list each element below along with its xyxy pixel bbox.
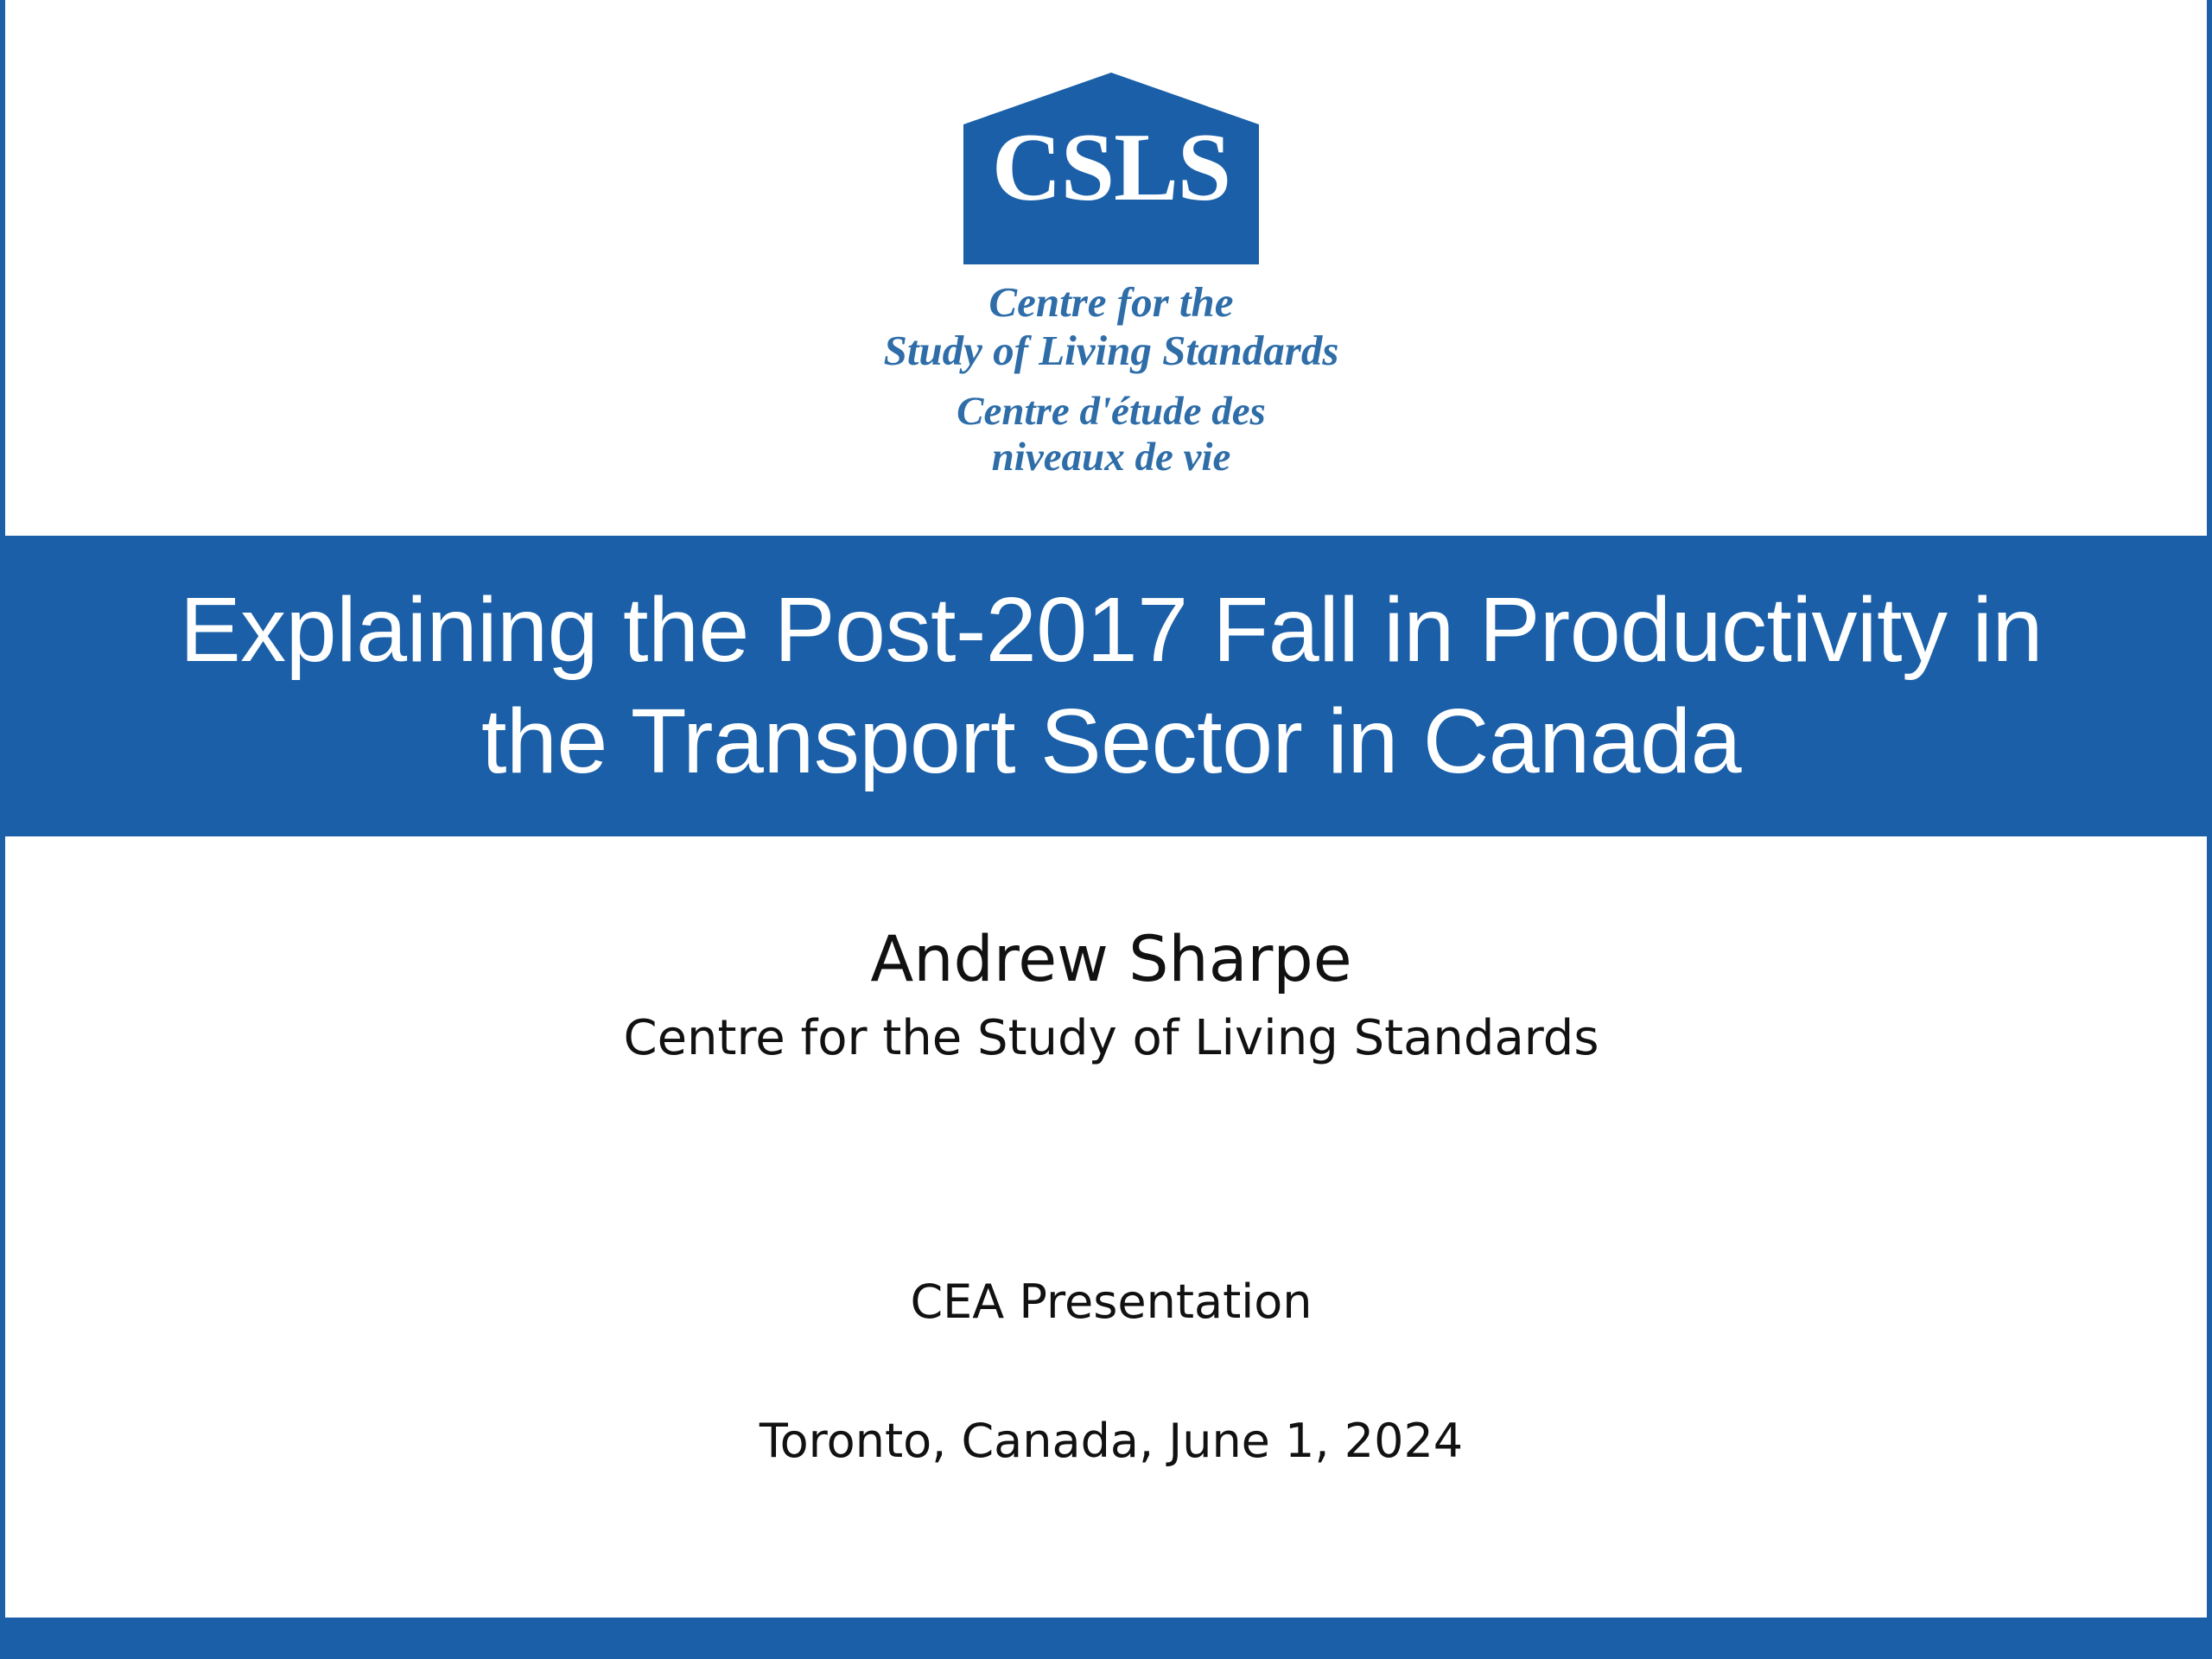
csls-name-en-line2: Study of Living Standards [883,326,1339,374]
csls-name-fr-line2: niveaux de vie [991,435,1231,480]
page-title: Explaining the Post-2017 Fall in Productivity in the Transport Sector in Canada [179,578,2044,792]
csls-name-en-line1: Centre for the [988,278,1234,326]
csls-logo [5,69,2212,481]
footer-bar [5,1618,2212,1659]
event-block [5,1274,2212,1470]
author-affiliation: Centre for the Study of Living Standards [623,1010,1599,1067]
event-name: CEA Presentation [910,1274,1313,1329]
event-location-date: Toronto, Canada, June 1, 2024 [759,1413,1464,1468]
author-block [5,923,2212,1067]
title-banner [5,536,2212,836]
csls-name-fr-line1: Centre d'étude des [957,388,1266,434]
author-name: Andrew Sharpe [870,923,1352,996]
csls-name-english [884,278,1339,375]
csls-shield-icon [960,69,1262,268]
csls-acronym: CSLS [991,114,1231,221]
csls-name-french [957,389,1266,481]
